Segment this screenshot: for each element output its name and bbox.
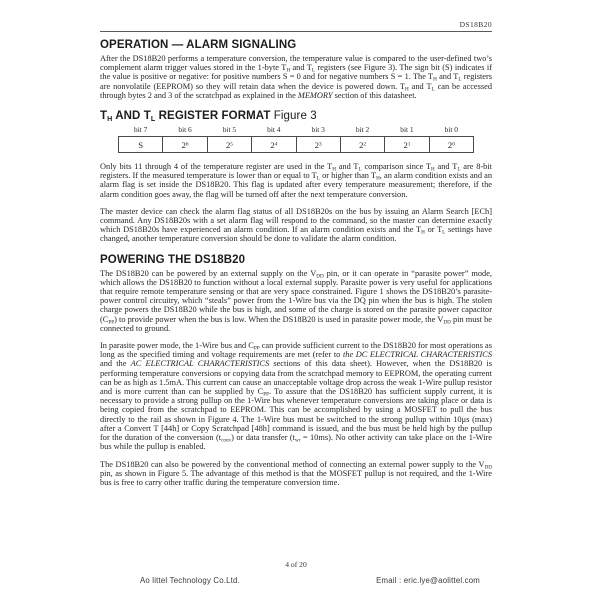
operation-paragraph: After the DS18B20 performs a temperature conversion, the temperature value is compared to the user-defined two’s complement alarm trigger values stored in the 1-byte $T_H$ and $T_L$ registers (see Figure 3). The sign bit (S) indicates if the value is positive or negative: for positive numbers S = 0 and for negative numbers S = 1. The $T_H$ and $T_L$ registers are nonvolatile (EEPROM) so they will retain data when the device is powered down. $T_H$ and $T_L$ can be accessed through bytes 2 and 3 of the scratchpad as explained in the MEMORY section of this datasheet. <box>100 54 493 100</box>
operation-section-title: OPERATION — ALARM SIGNALING <box>100 39 297 51</box>
powering-section-title: POWERING THE DS18B20 <box>100 253 246 266</box>
bit-value-6: $2^6$ <box>163 137 207 153</box>
page-number: 4 of 20 <box>285 560 307 569</box>
bit-label-7: bit 7 <box>134 125 148 135</box>
bit-label-4: bit 4 <box>267 125 281 135</box>
bit-value-7: S <box>119 137 163 153</box>
bit-label-6: bit 6 <box>178 125 192 135</box>
bit-value-2: $2^2$ <box>340 137 384 153</box>
bit-value-0: $2^0$ <box>429 137 473 153</box>
bit-label-1: bit 1 <box>400 125 414 135</box>
bit-value-3: $2^3$ <box>296 137 340 153</box>
page-footer <box>140 576 480 585</box>
external-supply-paragraph: The DS18B20 can also be powered by the conventional method of connecting an external power supply to the $V_{DD}$ pin, as shown in Figure 5. The advantage of this method is that the MOSFET pullup is not required, and the 1-Wire bus is free to carry other traffic during the temperature conversion time. <box>100 459 492 487</box>
register-format-table <box>118 125 474 153</box>
bit-values-row <box>119 137 474 153</box>
bit-label-5: bit 5 <box>222 125 237 135</box>
footer-company: Ao littel Technology Co.Ltd. <box>140 576 240 585</box>
alarm-comparison-paragraph: Only bits 11 through 4 of the temperature register are used in the $T_H$ and $T_L$ comparison since $T_H$ and $T_L$ are 8-bit registers. If the measured temperature is lower than or equal to $T_L$ or higher than $T_H$, an alarm condition exists and an alarm flag is set inside the DS18B20. This flag is updated after every temperature measurement; therefore, if the alarm condition goes away, the flag will be turned off after the next temperature conversion. <box>100 162 493 199</box>
register-format-title: $T_H$ AND $T_L$ REGISTER FORMAT Figure 3 <box>100 110 317 123</box>
bit-value-4: $2^4$ <box>252 137 296 153</box>
bit-label-2: bit 2 <box>355 125 370 135</box>
page-header <box>100 20 492 32</box>
header-rule <box>100 31 492 32</box>
bit-value-5: $2^5$ <box>207 137 251 153</box>
page-content <box>100 20 492 495</box>
bit-value-1: $2^1$ <box>385 137 429 153</box>
doc-id: DS18B20 <box>459 20 492 29</box>
bit-labels-row <box>119 125 474 137</box>
parasite-power-paragraph: The DS18B20 can be powered by an external supply on the $V_{DD}$ pin, or it can operate in “parasite power” mode, which allows the DS18B20 to function without a local external supply. Parasite power is very useful for applications that require remote temperature sensing or that are very space constrained. Figure 1 shows the DS18B20’s parasite-power control circuitry, which “steals” power from the 1-Wire bus via the DQ pin when the bus is high. The stolen charge powers the DS18B20 while the bus is high, and some of the charge is stored on the parasite power capacitor $(C_{PP})$ to provide power when the bus is low. When the DS18B20 is used in parasite power mode, the $V_{DD}$ pin must be connected to ground. <box>100 268 492 333</box>
strong-pullup-paragraph: In parasite power mode, the 1-Wire bus and $C_{PP}$ can provide sufficient current to the DS18B20 for most operations as long as the specified timing and voltage requirements are met (refer to the DC ELECTRICAL CHARACTERISTICS and the AC ELECTRICAL CHARACTERISTICS sections of this data sheet). However, when the DS18B20 is performing temperature conversions or copying data from the scratchpad memory to EEPROM, the operating current can be as high as 1.5mA. This current can cause an unacceptable voltage drop across the weak 1-Wire pullup resistor and is more current than can be supplied by $C_{PP}$. To assure that the DS18B20 has sufficient supply current, it is necessary to provide a strong pullup on the 1-Wire bus whenever temperature conversions are taking place or data is being copied from the scratchpad to EEPROM. This can be accomplished by using a MOSFET to pull the bus directly to the rail as shown in Figure 4. The 1-Wire bus must be switched to the strong pullup within 10μs (max) after a Convert T [44h] or Copy Scratchpad [48h] command is issued, and the bus must be held high by the pullup for the duration of the conversion $(t_{conv})$ or data transfer $(t_{wr} = 10ms)$. No other activity can take place on the 1-Wire bus while the pullup is enabled. <box>100 341 492 452</box>
bit-label-3: bit 3 <box>311 125 325 135</box>
alarm-search-paragraph: The master device can check the alarm flag status of all DS18B20s on the bus by issuing an Alarm Search [ECh] command. Any DS18B20s with a set alarm flag will respond to the command, so the master can determine exactly which DS18B20s have experienced an alarm condition. If an alarm condition exists and the $T_H$ or $T_L$ settings have changed, another temperature conversion should be done to validate the alarm condition. <box>100 206 492 244</box>
bit-label-0: bit 0 <box>444 125 458 135</box>
footer-email: Email : eric.lye@aolittel.com <box>376 576 480 585</box>
